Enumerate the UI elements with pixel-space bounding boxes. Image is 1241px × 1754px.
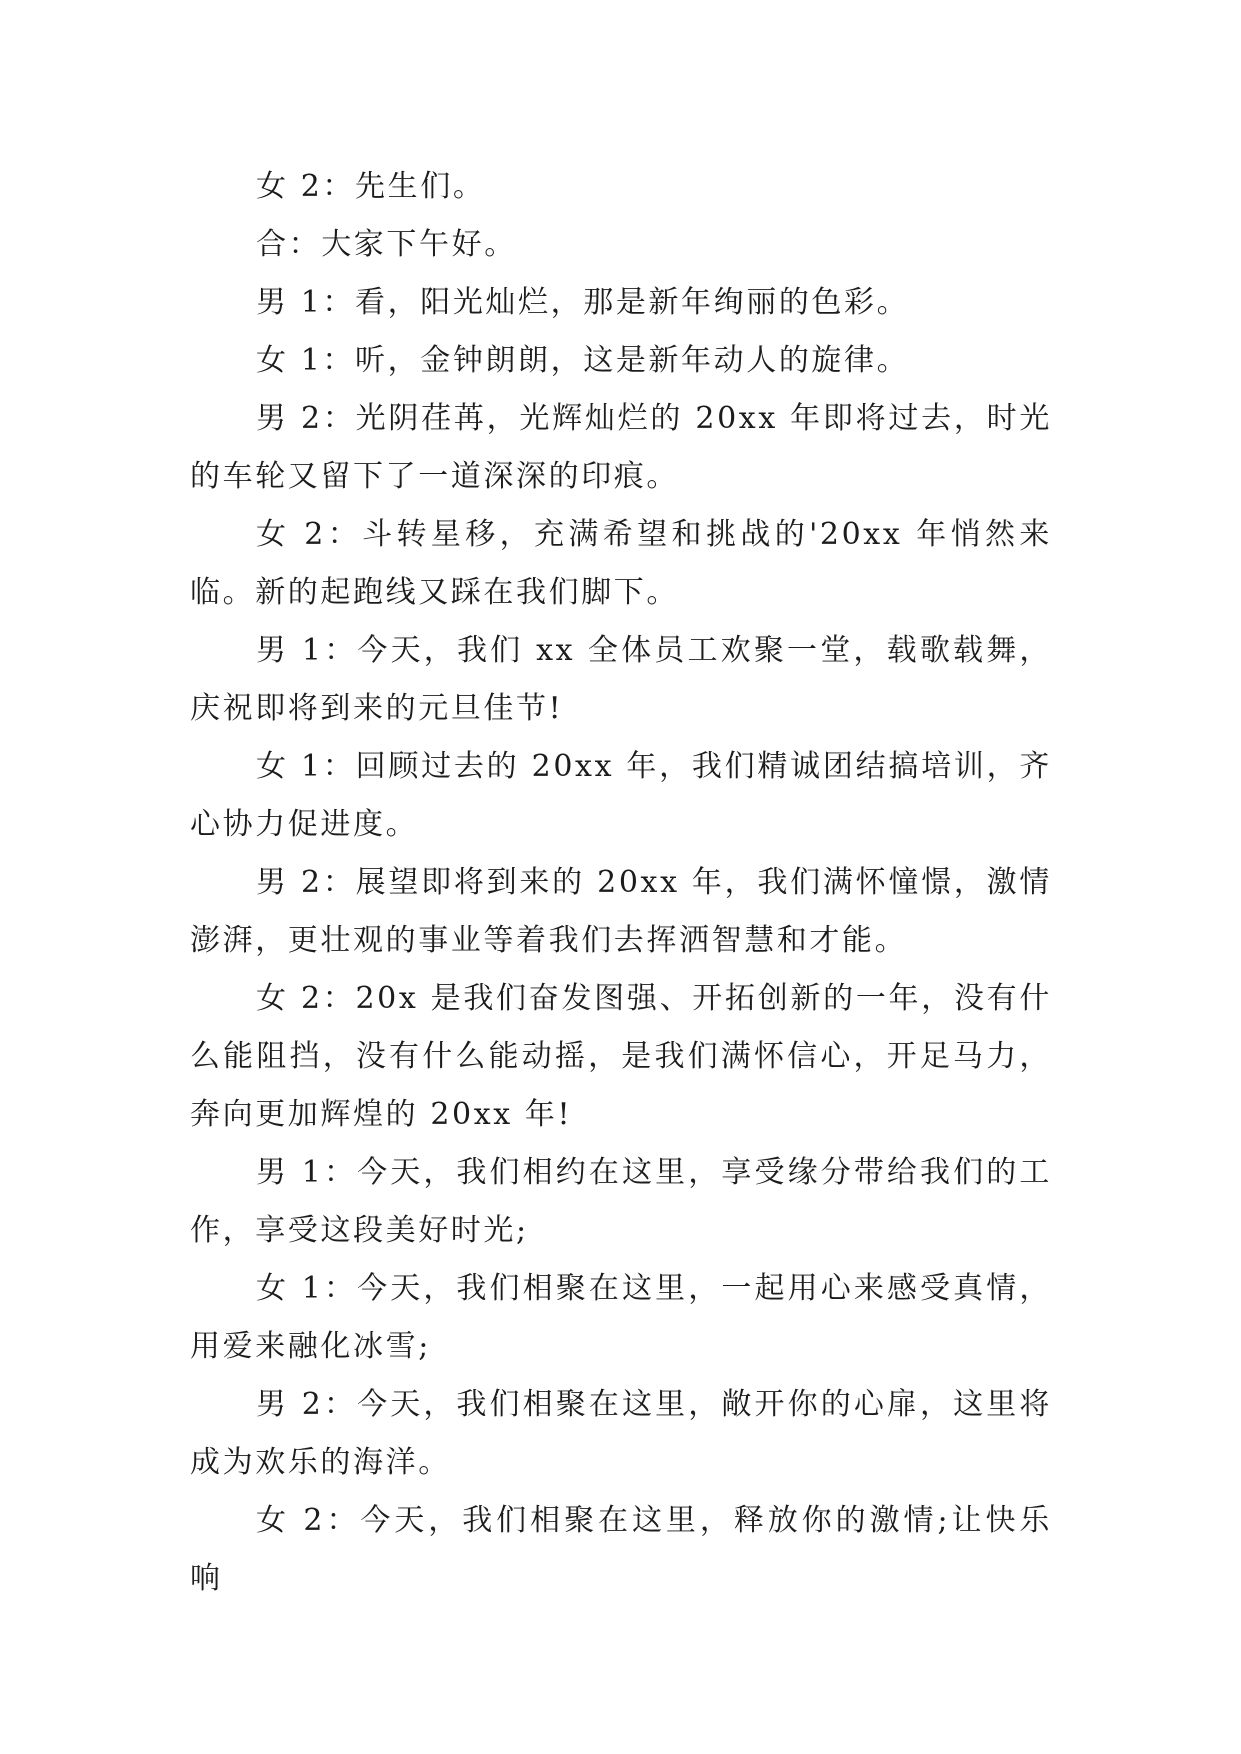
paragraph: 女 1：听，金钟朗朗，这是新年动人的旋律。 (256, 343, 910, 378)
paragraph: 女 2：今天，我们相聚在这里，释放你的激情;让快乐响 (190, 1503, 1052, 1596)
paragraph: 合：大家下午好。 (256, 227, 517, 262)
paragraph: 女 2：20x 是我们奋发图强、开拓创新的一年，没有什么能阻挡，没有什么能动摇，是我们满怀信心，开足马力，奔向更加辉煌的 20xx 年! (190, 981, 1052, 1132)
paragraph: 男 1：今天，我们相约在这里，享受缘分带给我们的工作，享受这段美好时光; (190, 1155, 1052, 1248)
paragraph: 女 1：今天，我们相聚在这里，一起用心来感受真情，用爱来融化冰雪; (190, 1271, 1052, 1364)
paragraph: 女 2：先生们。 (256, 169, 486, 204)
paragraph: 男 2：展望即将到来的 20xx 年，我们满怀憧憬，激情澎湃，更壮观的事业等着我们去挥洒智慧和才能。 (190, 865, 1052, 958)
paragraph: 女 1：回顾过去的 20xx 年，我们精诚团结搞培训，齐心协力促进度。 (190, 749, 1052, 842)
paragraph: 男 2：光阴荏苒，光辉灿烂的 20xx 年即将过去，时光的车轮又留下了一道深深的印痕。 (190, 401, 1052, 494)
paragraph: 男 1：看，阳光灿烂，那是新年绚丽的色彩。 (256, 285, 910, 320)
document-body (190, 158, 1052, 1608)
paragraph: 男 2：今天，我们相聚在这里，敞开你的心扉，这里将成为欢乐的海洋。 (190, 1387, 1052, 1480)
paragraph: 女 2：斗转星移，充满希望和挑战的'20xx 年悄然来临。新的起跑线又踩在我们脚下。 (190, 517, 1052, 610)
paragraph: 男 1：今天，我们 xx 全体员工欢聚一堂，载歌载舞，庆祝即将到来的元旦佳节! (190, 633, 1052, 726)
